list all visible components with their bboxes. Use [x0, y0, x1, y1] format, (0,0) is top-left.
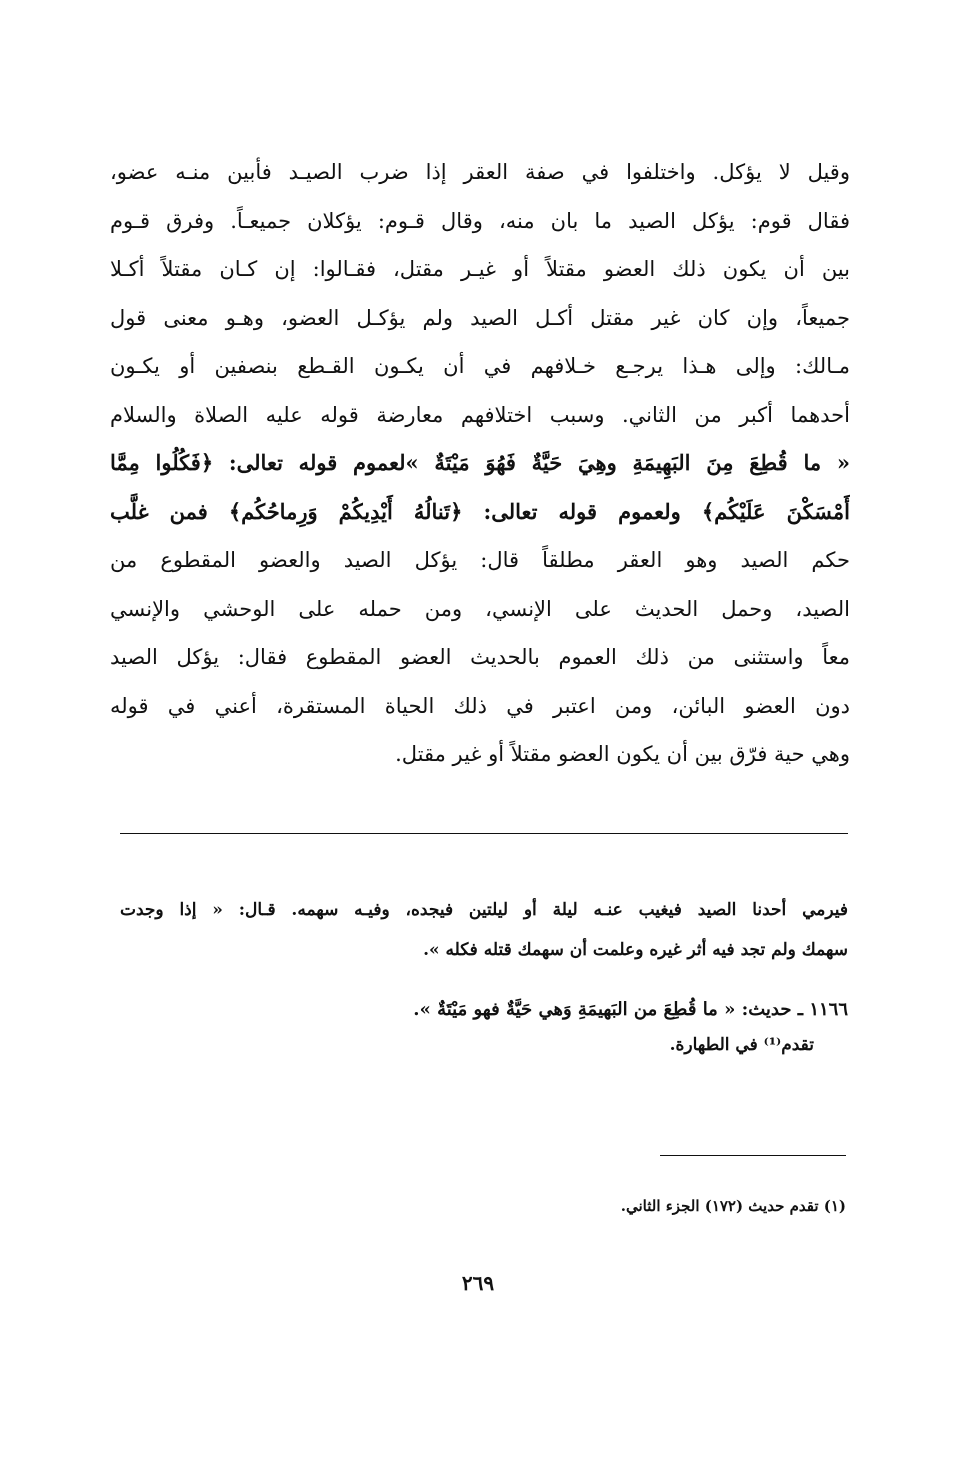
- hadith-heading: ١١٦٦ ـ حديث: « ما قُطِعَ من البَهيمَةِ وَهي حَيَّةٌ فهو مَيْتَةٌ ».: [413, 999, 848, 1020]
- main-text-line: حكم الصيد وهو العقر مطلقاً قال: يؤكل الصيد والعضو المقطوع من: [110, 548, 850, 572]
- main-text-line: دون العضو البائن، ومن اعتبر في ذلك الحياة المستقرة، أعني في قوله: [110, 693, 850, 718]
- commentary-block: [120, 890, 848, 970]
- main-text-line-quran: أَمْسَكْنَ عَلَيْكُم﴾ ولعموم قوله تعالى: ﴿تَنالُهُ أَيْدِيكُمْ وَرِماحُكُم﴾ فمن غلَّب: [110, 498, 850, 524]
- hadith-note: تقدم⁽¹⁾ في الطهارة.: [669, 1035, 814, 1055]
- main-text-line: وقيل لا يؤكل. واختلفوا في صفة العقر إذا ضرب الصيـد فأبين منـه عضو،: [110, 160, 850, 184]
- main-text-line-hadith: « ما قُطِعَ مِنَ البَهِيمَةِ وهِيَ حَيَّةٌ فَهُوَ مَيْتَةٌ »لعموم قوله تعالى: ﴿فَكُلُوا مِمَّا: [110, 450, 850, 475]
- commentary-line: فيرمي أحدنا الصيد فيغيب عنـه ليلة أو ليلتين فيجده، وفيـه سهمه. قـال: « إذا وجدت: [120, 900, 848, 920]
- main-text-body: [110, 148, 850, 779]
- main-text-line: الصيد، وحمل الحديث على الإنسي، ومن حمله على الوحشي والإنسي: [110, 596, 850, 621]
- main-text-line: مـالك: وإلى هـذا يرجـع خـلافهم في أن يكـون القـطع بنصفين أو يكـون: [110, 354, 850, 378]
- main-text-line: فقال قوم: يؤكل الصيد ما بان منه، وقال قـوم: يؤكلان جميعـاً. وفرق قـوم: [110, 208, 850, 233]
- section-divider: [120, 833, 848, 834]
- footnote: (١) تقدم حديث (١٧٢) الجزء الثاني.: [620, 1197, 846, 1215]
- main-text-line: بين أن يكون ذلك العضو مقتلاً أو غيـر مقتل، فقـالوا: إن كـان مقتلاً أكـلا: [110, 257, 850, 281]
- commentary-line: سهمك ولم تجد فيه أثر غيره وعلمت أن سهمك قتله فكله ».: [423, 940, 848, 960]
- main-text-line: معاً واستثنى من ذلك العموم بالحديث العضو المقطوع فقال: يؤكل الصيد: [110, 645, 850, 669]
- main-text-line: جميعاً، وإن كان غير مقتل أكـل الصيد ولم يؤكـل العضو، وهـو معنى قول: [110, 305, 850, 330]
- footnote-divider: [660, 1155, 846, 1156]
- main-text-line: أحدهما أكبر من الثاني. وسبب اختلافهم معارضة قوله عليه الصلاة والسلام: [110, 402, 850, 427]
- page-number: ٢٦٩: [461, 1271, 495, 1295]
- main-text-line: وهي حية فرّق بين أن يكون العضو مقتلاً أو غير مقتل.: [395, 742, 850, 766]
- hadith-entry: [120, 992, 848, 1062]
